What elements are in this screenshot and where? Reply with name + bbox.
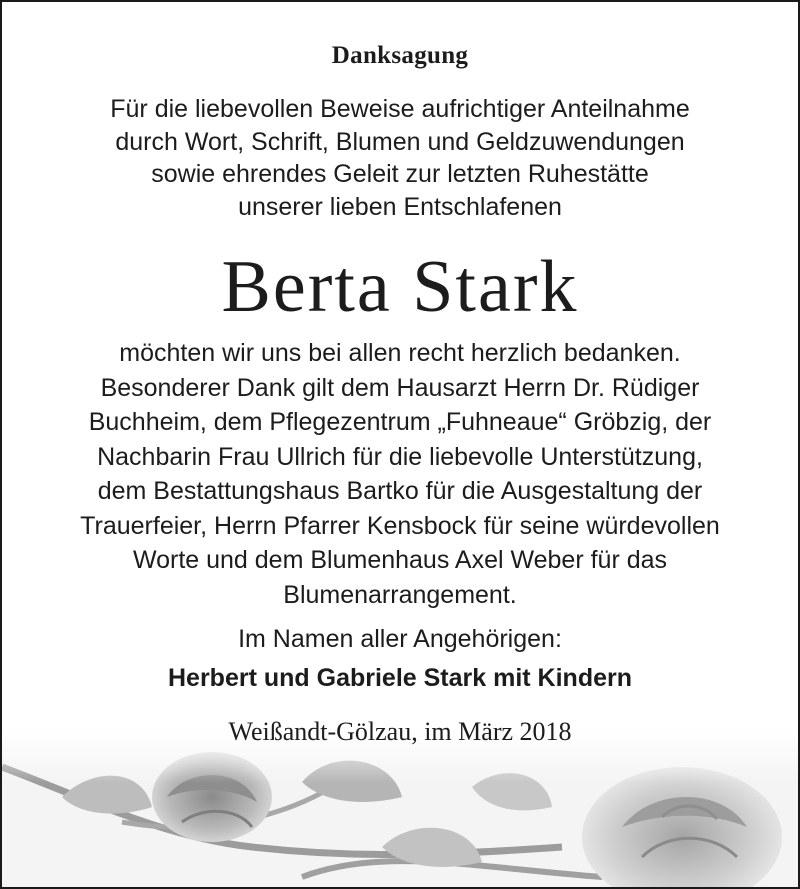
intro-line: unserer lieben Entschlafenen	[238, 192, 562, 221]
intro-line: sowie ehrendes Geleit zur letzten Ruhestätte	[151, 160, 649, 188]
place-date: Weißandt-Gölzau, im März 2018	[228, 717, 572, 746]
thanks-line: Trauerfeier, Herrn Pfarrer Kensbock für seine würdevollen	[80, 511, 720, 540]
intro-line: Für die liebevollen Beweise aufrichtiger Anteilnahme	[110, 95, 690, 123]
signers: Herbert und Gabriele Stark mit Kindern	[168, 664, 632, 692]
thanks-line: Blumenarrangement.	[283, 580, 517, 609]
thanks-line: Buchheim, dem Pflegezentrum „Fuhneaue“ Gröbzig, der	[88, 408, 712, 436]
thanks-paragraph	[2, 336, 798, 612]
thanks-line: Besonderer Dank gilt dem Hausarzt Herrn Dr. Rüdiger	[100, 373, 700, 402]
intro-paragraph	[2, 93, 798, 223]
closing-line: Im Namen aller Angehörigen:	[238, 625, 562, 653]
deceased-name: Berta Stark	[221, 246, 579, 328]
intro-line: durch Wort, Schrift, Blumen und Geldzuwendungen	[115, 127, 685, 156]
thanks-line: dem Bestattungshaus Bartko für die Ausgestaltung der	[97, 477, 703, 505]
thanks-line: Nachbarin Frau Ullrich für die liebevolle Unterstützung,	[97, 442, 703, 471]
roses-decoration-image	[2, 727, 798, 887]
notice-heading: Danksagung	[331, 42, 469, 69]
thanks-line: Worte und dem Blumenhaus Axel Weber für das	[132, 546, 668, 574]
thanks-line: möchten wir uns bei allen recht herzlich bedanken.	[119, 339, 681, 367]
